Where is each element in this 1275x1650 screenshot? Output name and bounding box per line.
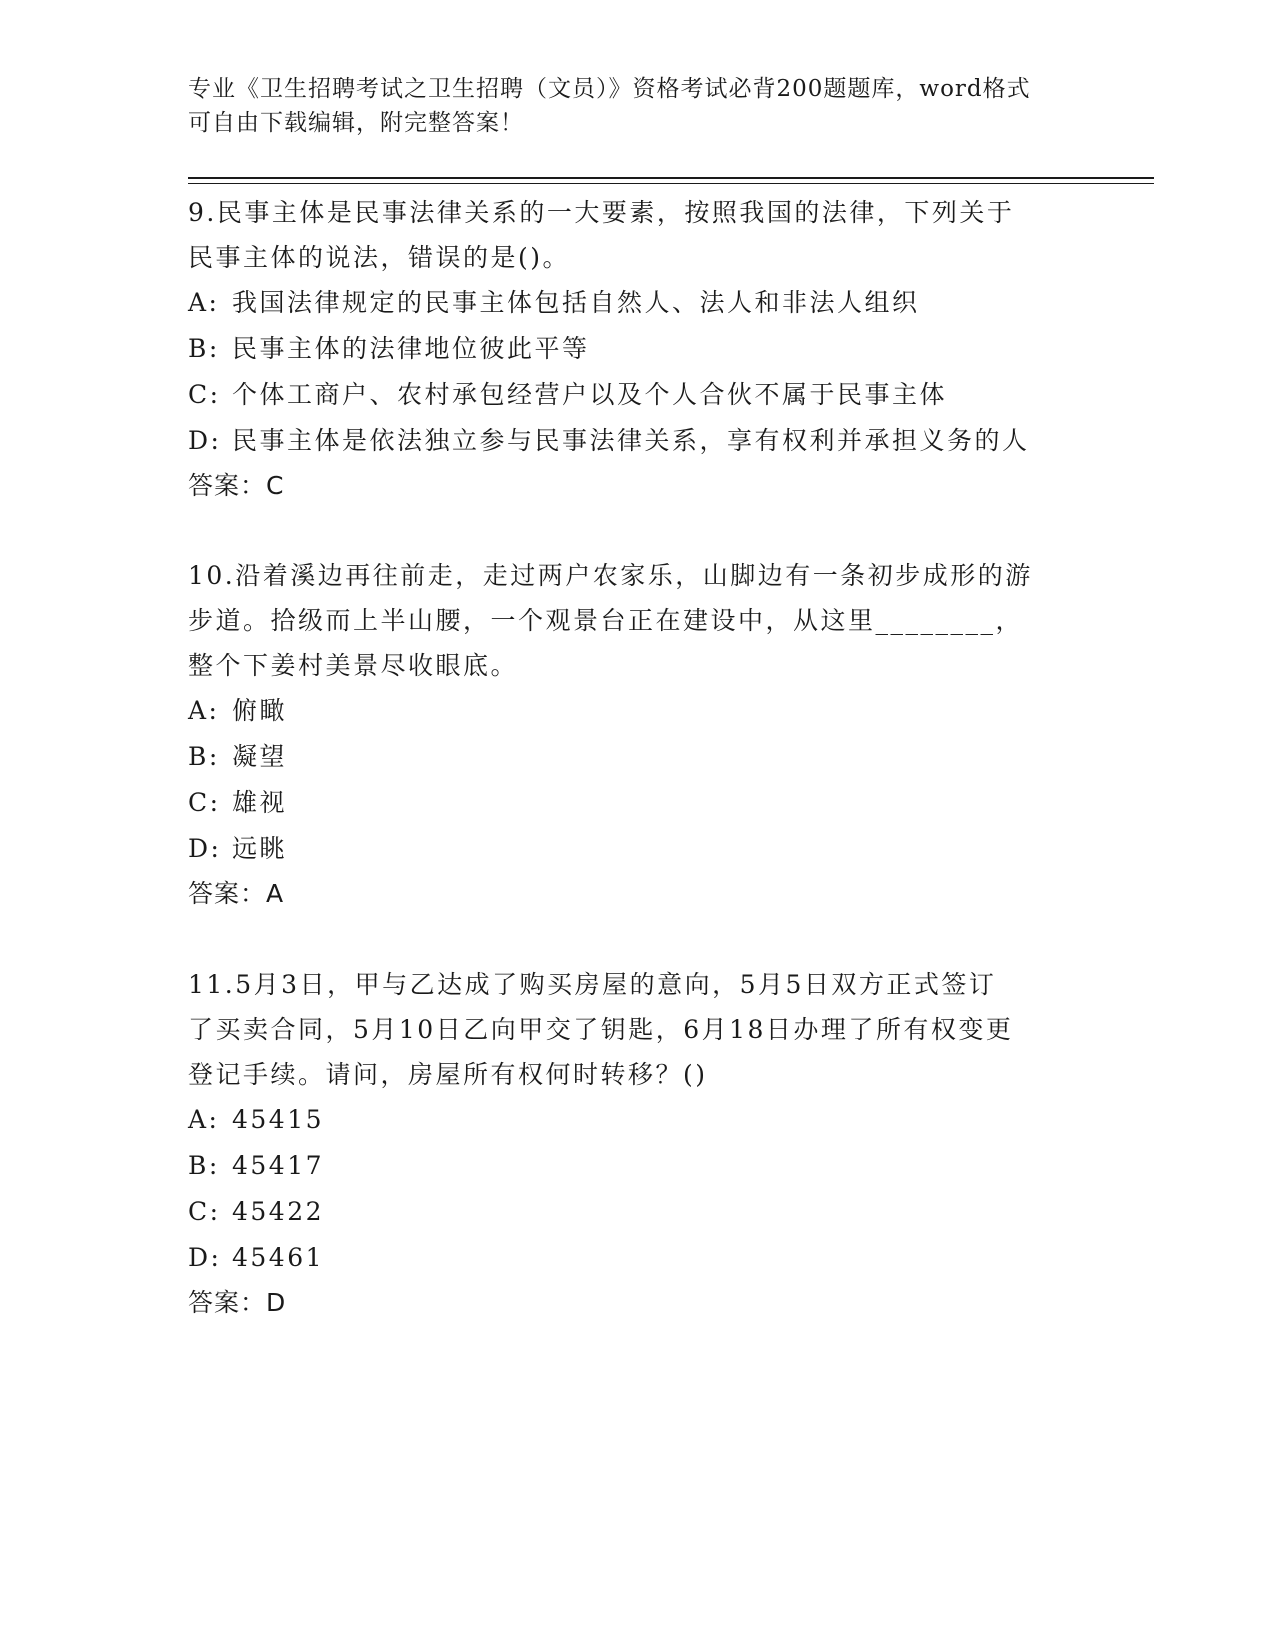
option-letter: B:: [188, 742, 220, 771]
option-letter: D:: [188, 426, 222, 455]
header-line-1: 专业《卫生招聘考试之卫生招聘（文员）》资格考试必背200题题库，word格式: [188, 76, 1031, 102]
question-stem-line: 登记手续。请问，房屋所有权何时转移？(): [188, 1060, 708, 1089]
option-letter: D:: [188, 1243, 222, 1272]
option-text: 个体工商户、农村承包经营户以及个人合伙不属于民事主体: [232, 380, 948, 409]
option-a: [188, 688, 1088, 734]
option-letter: B:: [188, 334, 220, 363]
option-c: [188, 372, 1088, 418]
option-text: 民事主体的法律地位彼此平等: [232, 334, 590, 363]
option-text: 凝望: [232, 742, 288, 771]
header-divider-thick: [188, 177, 1154, 179]
option-text: 雄视: [232, 788, 288, 817]
option-text: 俯瞰: [232, 696, 288, 725]
option-text: 45461: [232, 1243, 325, 1272]
option-letter: B:: [188, 1151, 220, 1180]
option-text: 民事主体是依法独立参与民事法律关系，享有权利并承担义务的人: [232, 426, 1030, 455]
question-stem-line: 整个下姜村美景尽收眼底。: [188, 651, 519, 680]
question-11: [188, 962, 1088, 1325]
answer-line: 答案：C: [188, 471, 285, 500]
question-10: [188, 553, 1088, 916]
answer-line: 答案：D: [188, 1288, 287, 1317]
header-divider-thin: [188, 183, 1154, 184]
option-letter: C:: [188, 788, 221, 817]
header-line-2: 可自由下载编辑，附完整答案！: [188, 110, 524, 136]
option-text: 45417: [232, 1151, 325, 1180]
option-letter: A:: [188, 1105, 220, 1134]
question-stem-line: 民事主体的说法，错误的是()。: [188, 243, 571, 272]
question-stem-line: 步道。拾级而上半山腰，一个观景台正在建设中，从这里________，: [188, 606, 1024, 635]
document-header: [188, 72, 1088, 140]
option-letter: A:: [188, 288, 220, 317]
option-letter: C:: [188, 1197, 221, 1226]
question-stem-line: 10.沿着溪边再往前走，走过两户农家乐，山脚边有一条初步成形的游: [188, 561, 1033, 590]
option-b: [188, 734, 1088, 780]
option-text: 45415: [232, 1105, 325, 1134]
question-stem-line: 了买卖合同，5月10日乙向甲交了钥匙，6月18日办理了所有权变更: [188, 1015, 1014, 1044]
question-stem-line: 11.5月3日，甲与乙达成了购买房屋的意向，5月5日双方正式签订: [188, 970, 997, 999]
question-stem-line: 9.民事主体是民事法律关系的一大要素，按照我国的法律，下列关于: [188, 198, 1015, 227]
option-d: [188, 418, 1088, 464]
option-c: [188, 780, 1088, 826]
option-text: 我国法律规定的民事主体包括自然人、法人和非法人组织: [232, 288, 920, 317]
answer-line: 答案：A: [188, 879, 285, 908]
question-9: [188, 190, 1088, 508]
option-a: [188, 1097, 1088, 1143]
option-a: [188, 280, 1088, 326]
option-letter: A:: [188, 696, 220, 725]
option-c: [188, 1189, 1088, 1235]
option-letter: D:: [188, 834, 222, 863]
option-b: [188, 1143, 1088, 1189]
option-letter: C:: [188, 380, 221, 409]
option-text: 远眺: [232, 834, 288, 863]
option-d: [188, 1235, 1088, 1281]
option-b: [188, 326, 1088, 372]
option-text: 45422: [232, 1197, 325, 1226]
option-d: [188, 826, 1088, 872]
